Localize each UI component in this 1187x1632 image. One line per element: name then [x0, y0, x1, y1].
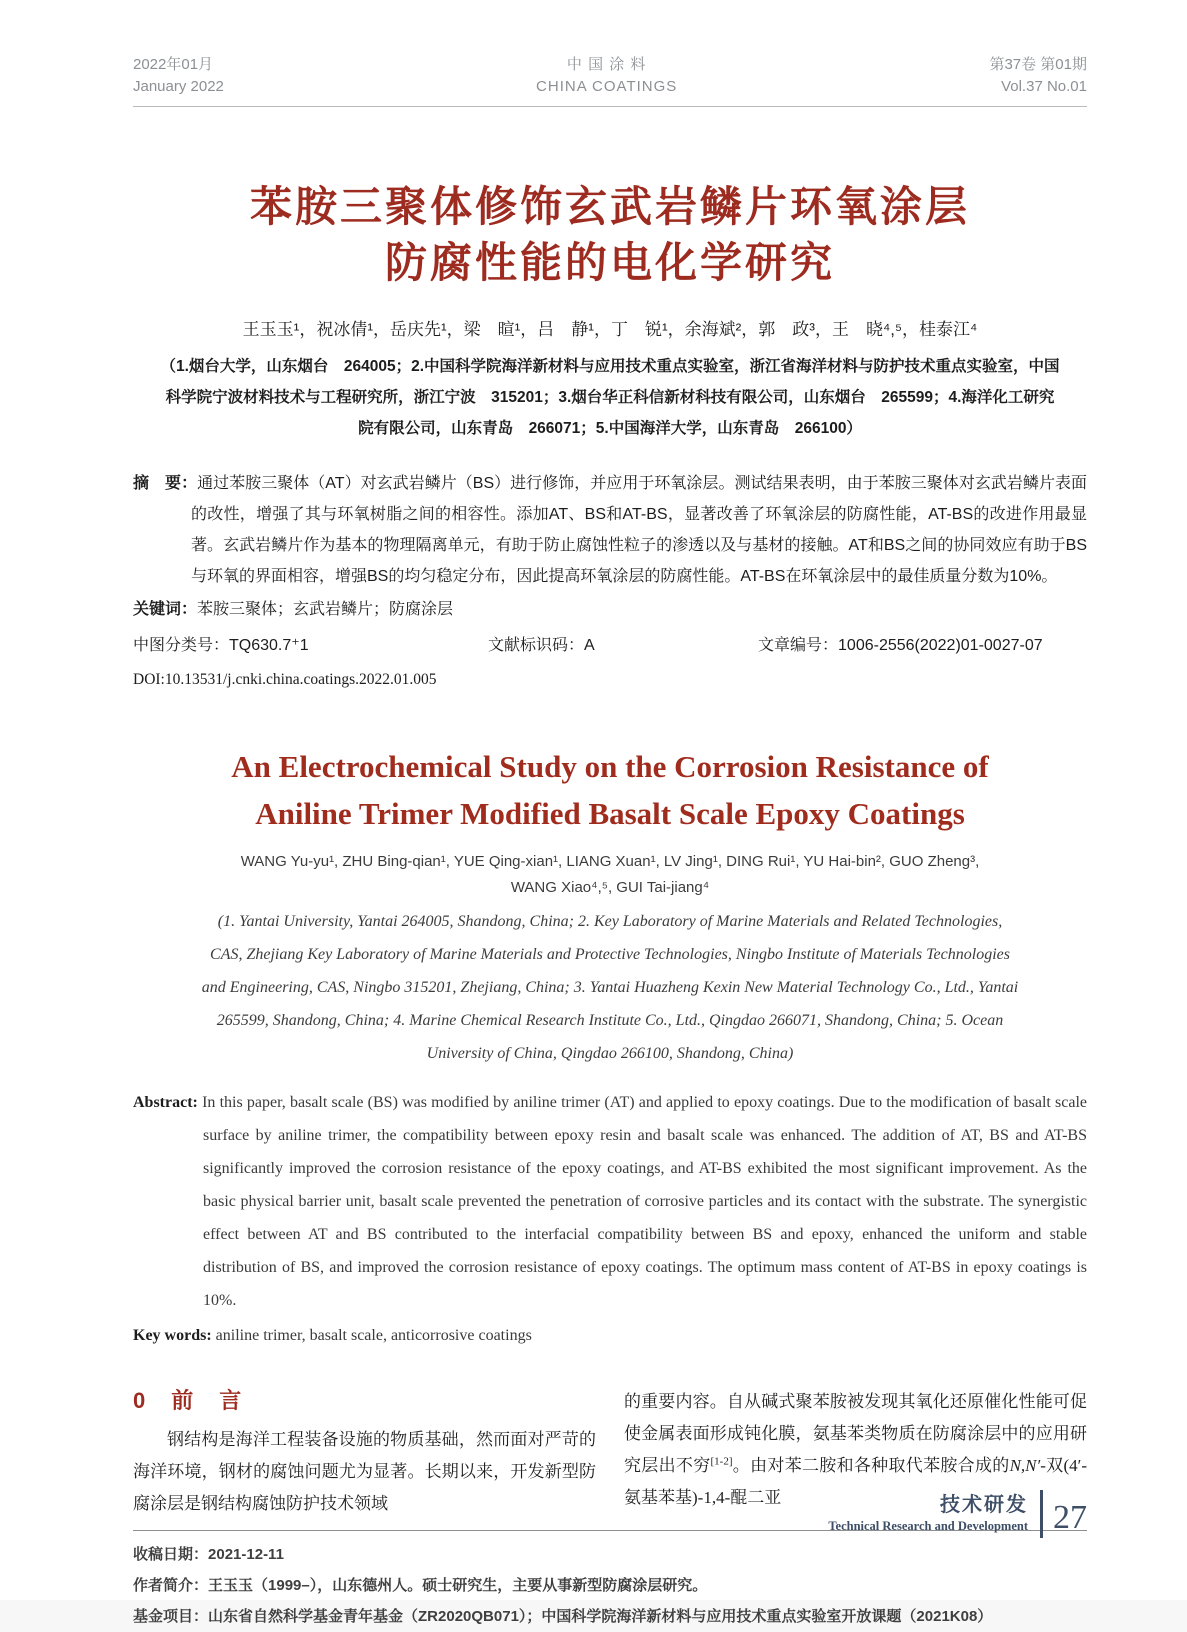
clc-number — [133, 631, 488, 661]
article-id-value: 1006-2556(2022)01-0027-07 — [838, 637, 1043, 654]
footnote-bio-text: 王玉玉（1999–），山东德州人。硕士研究生，主要从事新型防腐涂层研究。 — [208, 1577, 708, 1594]
affiliations-cn-line2: 科学院宁波材料技术与工程研究所，浙江宁波 315201；3.烟台华正科信新材科技有限公司，山东烟台 265599；4.海洋化工研究 — [165, 389, 1055, 406]
keywords-cn-label: 关键词： — [133, 601, 198, 618]
header-date-en: January 2022 — [133, 78, 224, 95]
article-id — [758, 631, 1043, 661]
abstract-en-label: Abstract: — [133, 1094, 198, 1111]
authors-en-line2: WANG Xiao⁴,⁵, GUI Tai-jiang⁴ — [510, 879, 710, 896]
affiliations-en-line4: 265599, Shandong, China; 4. Marine Chemical Research Institute Co., Ltd., Qingdao 266071, Shandong, China; 5. Ocean — [216, 1012, 1004, 1029]
affiliations-en — [133, 905, 1087, 1070]
article-id-label: 文章编号： — [758, 637, 839, 654]
chemical-formula: N,N′ — [1009, 1456, 1041, 1475]
article-title-cn-line2: 防腐性能的电化学研究 — [384, 239, 835, 286]
header-date-cn: 2022年01月 — [133, 56, 214, 73]
footnotes-block — [133, 1530, 1087, 1632]
footer-section-cn: 技术研发 — [940, 1494, 1028, 1516]
header-journal-name — [536, 54, 677, 98]
article-title-en-line2: Aniline Trimer Modified Basalt Scale Epoxy Coatings — [255, 796, 965, 831]
affiliations-en-line3: and Engineering, CAS, Ningbo 315201, Zhejiang, China; 3. Yantai Huazheng Kexin New Material Technology Co., Ltd., Yantai — [201, 979, 1019, 996]
keywords-en-text: aniline trimer, basalt scale, anticorrosive coatings — [215, 1327, 532, 1344]
abstract-cn — [133, 468, 1087, 592]
footnote-fund-label: 基金项目： — [133, 1608, 209, 1625]
abstract-cn-label: 摘 要： — [133, 475, 198, 492]
page-number: 27 — [1053, 1499, 1087, 1536]
intro-right-seg2: 。由对苯二胺和各种取代苯胺合成的 — [732, 1456, 1010, 1475]
article-title-cn-line1: 苯胺三聚体修饰玄武岩鳞片环氧涂层 — [249, 183, 970, 230]
footnote-received-text: 2021-12-11 — [208, 1546, 284, 1563]
footnote-author-bio — [133, 1570, 1087, 1601]
footnote-received-date — [133, 1539, 1087, 1570]
abstract-en — [133, 1086, 1087, 1317]
journal-header — [133, 0, 1087, 107]
header-issue-date — [133, 54, 224, 98]
intro-right-seg1: 的重要内容。自从碱式聚苯胺被发现其氧化还原催化性能可促使金属表面形成钝化膜，氨基苯类物质在防腐涂层中的应用研究层出不穷 — [624, 1392, 1087, 1475]
affiliations-en-line2: CAS, Zhejiang Key Laboratory of Marine Materials and Protective Technologies, Ningbo Institute of Materials Technologies — [210, 946, 1010, 963]
authors-en — [133, 849, 1087, 901]
doi: DOI:10.13531/j.cnki.china.coatings.2022.01.005 — [133, 671, 437, 688]
abstract-cn-text: 通过苯胺三聚体（AT）对玄武岩鳞片（BS）进行修饰，并应用于环氧涂层。测试结果表明，由于苯胺三聚体对玄武岩鳞片表面的改性，增强了其与环氧树脂之间的相容性。添加AT、BS和AT-BS，显著改善了环氧涂层的防腐性能，AT-BS的改进作用最显著。玄武岩鳞片作为基本的物理隔离单元，有助于防止腐蚀性粒子的渗透以及与基材的接触。AT和BS之间的协同效应有助于BS与环氧的界面相容，增强BS的均匀稳定分布，因此提高环氧涂层的防腐性能。AT-BS在环氧涂层中的最佳质量分数为10%。 — [191, 475, 1087, 585]
footnote-bio-label: 作者简介： — [133, 1577, 209, 1594]
intro-left-column — [133, 1386, 596, 1520]
header-volume-issue — [989, 54, 1087, 98]
footnote-fund-text: 山东省自然科学基金青年基金（ZR2020QB071）；中国科学院海洋新材料与应用技术重点实验室开放课题（2021K08） — [208, 1608, 993, 1625]
affiliations-en-line1: (1. Yantai University, Yantai 264005, Shandong, China; 2. Key Laboratory of Marine Materials and Related Technologies, — [217, 913, 1003, 930]
document-code — [488, 631, 758, 661]
page-content — [133, 0, 1087, 1632]
document-code-label: 文献标识码： — [488, 637, 585, 654]
keywords-cn-text: 苯胺三聚体；玄武岩鳞片；防腐涂层 — [197, 601, 454, 618]
affiliations-cn-line3: 院有限公司，山东青岛 266071；5.中国海洋大学，山东青岛 266100） — [358, 420, 862, 437]
affiliations-en-line5: University of China, Qingdao 266100, Shandong, China) — [426, 1045, 794, 1062]
article-title-en-line1: An Electrochemical Study on the Corrosion Resistance of — [231, 749, 989, 784]
classification-row — [133, 631, 1087, 661]
header-issue-cn: 第37卷 第01期 — [989, 56, 1087, 73]
header-issue-en: Vol.37 No.01 — [1001, 78, 1087, 95]
citation-ref: [1-2] — [710, 1455, 733, 1468]
section-heading-intro: 0 前 言 — [133, 1388, 244, 1413]
page-footer — [828, 1486, 1087, 1542]
affiliations-cn-line1: （1.烟台大学，山东烟台 264005；2.中国科学院海洋新材料与应用技术重点实验室，浙江省海洋材料与防护技术重点实验室，中国 — [160, 358, 1060, 375]
clc-value: TQ630.7⁺1 — [229, 637, 309, 654]
header-journal-cn: 中 国 涂 料 — [566, 56, 647, 73]
footer-section-en: Technical Research and Development — [828, 1519, 1028, 1533]
footer-section-label — [828, 1493, 1028, 1535]
abstract-en-text: In this paper, basalt scale (BS) was modified by aniline trimer (AT) and applied to epoxy coatings. Due to the modification of basalt scale surface by aniline trimer, the compatibility between epoxy resin and basalt scale was enhanced. The addition of AT, BS and AT-BS significantly improved the corrosion resistance of the epoxy coatings, and AT-BS exhibited the most significant improvement. As the basic physical barrier unit, basalt scale prevented the penetration of corrosive particles and its contact with the substrate. The synergistic effect between AT and BS contributed to the interfacial compatibility between BS and epoxy, enhanced the uniform and stable distribution of BS, and improved the corrosion resistance of epoxy coatings. The optimum mass content of AT-BS in epoxy coatings is 10%. — [202, 1094, 1088, 1309]
intro-left-text: 钢结构是海洋工程装备设施的物质基础，然而面对严苛的海洋环境，钢材的腐蚀问题尤为显著。长期以来，开发新型防腐涂层是钢结构腐蚀防护技术领域 — [133, 1430, 596, 1513]
footnote-received-label: 收稿日期： — [133, 1546, 209, 1563]
keywords-en-label: Key words: — [133, 1327, 212, 1344]
keywords-en — [133, 1319, 1087, 1352]
authors-en-line1: WANG Yu-yu¹, ZHU Bing-qian¹, YUE Qing-xian¹, LIANG Xuan¹, LV Jing¹, DING Rui¹, YU Hai-bin², GUO Zheng³, — [240, 853, 980, 870]
affiliations-cn — [133, 351, 1087, 444]
clc-label: 中图分类号： — [133, 637, 230, 654]
keywords-cn — [133, 594, 1087, 625]
article-title-en — [133, 743, 1087, 837]
document-code-value: A — [584, 637, 595, 654]
header-journal-en: CHINA COATINGS — [536, 78, 678, 95]
authors-cn: 王玉玉¹，祝冰倩¹，岳庆先¹，梁 暄¹，吕 静¹，丁 锐¹，余海斌²，郭 政³，王 晓⁴,⁵，桂泰江⁴ — [242, 320, 978, 339]
footer-divider-bar — [1040, 1490, 1043, 1538]
article-title-cn — [133, 179, 1087, 291]
footnote-funding — [133, 1601, 1087, 1632]
intro-right-seg3: -双(4′-氨基苯基)-1,4-醌二亚 — [624, 1456, 1088, 1507]
